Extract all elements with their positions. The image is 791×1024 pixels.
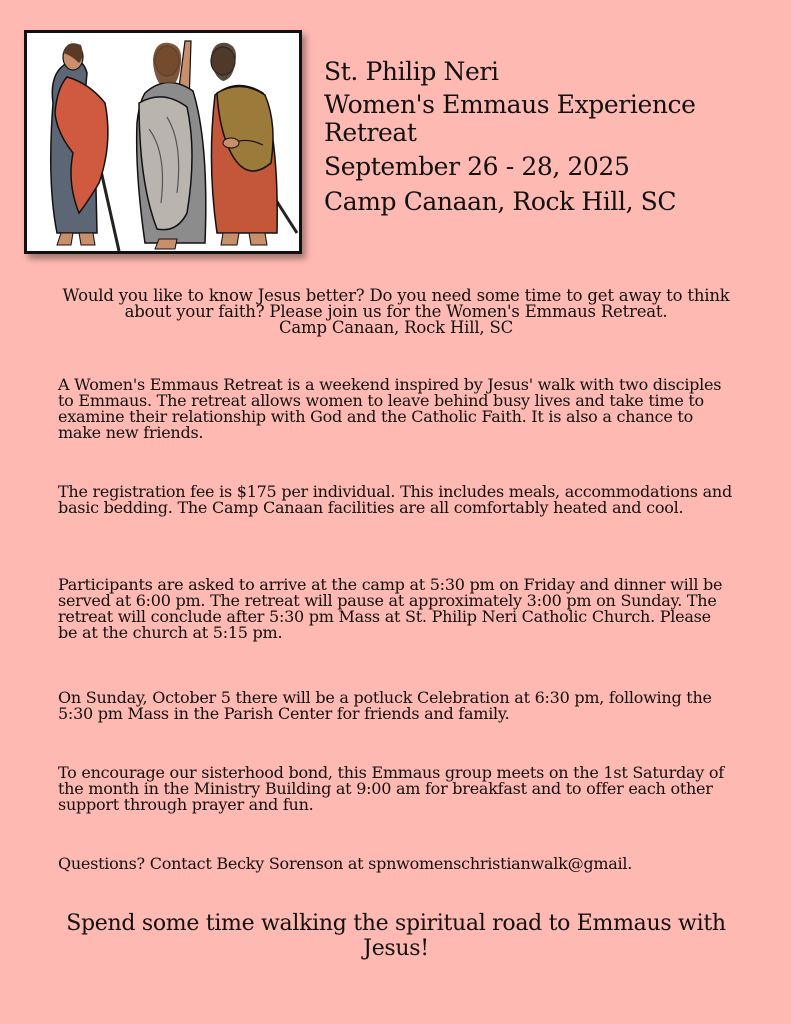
parish-name: St. Philip Neri	[324, 57, 499, 86]
sisterhood-paragraph: To encourage our sisterhood bond, this Emmaus group meets on the 1st Saturday of the month in the Ministry Building at 9:00 am for breakfast and to offer each other support through prayer and fun.	[58, 763, 724, 814]
questions-contact: Questions? Contact Becky Sorenson at spnwomenschristianwalk@gmail.	[58, 854, 633, 873]
event-dates: September 26 - 28, 2025	[324, 152, 630, 181]
intro-location: Camp Canaan, Rock Hill, SC	[278, 318, 514, 337]
event-title: Women's Emmaus Experience Retreat	[324, 90, 696, 147]
title-block	[324, 56, 764, 221]
event-location: Camp Canaan, Rock Hill, SC	[324, 187, 677, 216]
fee-paragraph: The registration fee is $175 per individual. This includes meals, accommodations and basic bedding. The Camp Canaan facilities are all comfortably heated and cool.	[58, 482, 732, 517]
about-paragraph: A Women's Emmaus Retreat is a weekend inspired by Jesus' walk with two disciples to Emmaus. The retreat allows women to leave behind busy lives and take time to examine their relationship with God and the Catholic Faith. It is also a chance to make new friends.	[58, 375, 722, 442]
celebration-paragraph: On Sunday, October 5 there will be a potluck Celebration at 6:30 pm, following the 5:30 pm Mass in the Parish Center for friends and family.	[58, 688, 712, 723]
emmaus-illustration	[24, 30, 302, 254]
intro-invitation: Would you like to know Jesus better? Do you need some time to get away to think about your faith? Please join us for the Women's Emmaus Retreat.	[62, 286, 730, 321]
three-figures-illustration	[27, 33, 299, 251]
closing-invitation: Spend some time walking the spiritual road to Emmaus with Jesus!	[66, 911, 726, 961]
intro-text	[56, 288, 736, 336]
schedule-paragraph: Participants are asked to arrive at the camp at 5:30 pm on Friday and dinner will be served at 6:00 pm. The retreat will pause at approximately 3:00 pm on Sunday. The retreat will conclude after 5:30 pm Mass at St. Philip Neri Catholic Church. Please be at the church at 5:15 pm.	[58, 575, 723, 642]
